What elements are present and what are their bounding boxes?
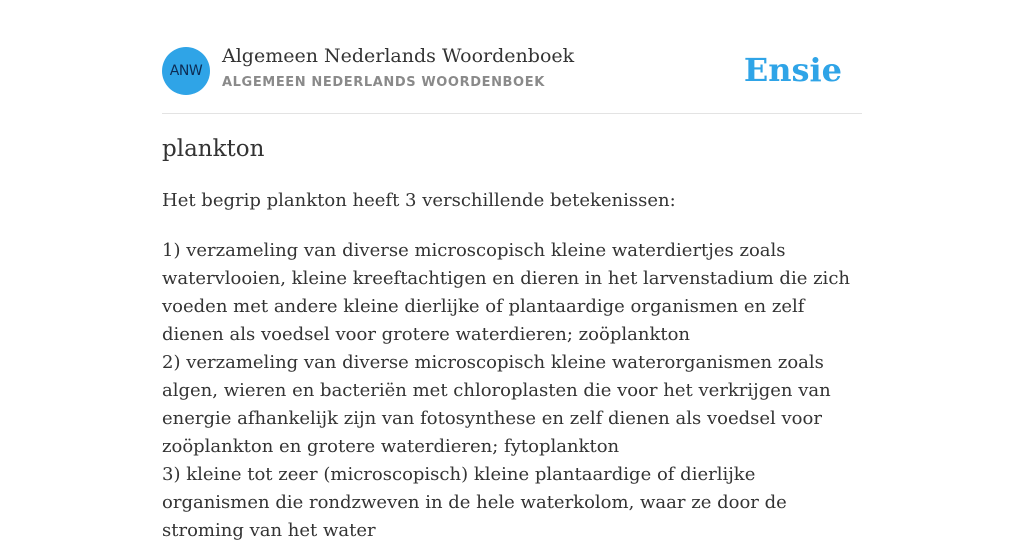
source-header (162, 0, 862, 114)
entry-term: plankton (162, 136, 265, 162)
definition-list (162, 237, 864, 545)
source-title[interactable]: Algemeen Nederlands Woordenboek (222, 45, 575, 67)
entry-intro: Het begrip plankton heeft 3 verschillende betekenissen: (162, 190, 676, 211)
definition-item: 1) verzameling van diverse microscopisch kleine waterdiertjes zoals watervlooien, kleine kreeftachtigen en dieren in het larvenstadium die zich voeden met andere kleine dierlijke of plantaardige organismen en zelf dienen als voedsel voor grotere waterdieren; zoöplankton (162, 240, 850, 345)
ensie-brand-link[interactable]: Ensie (743, 51, 842, 89)
definition-item: 2) verzameling van diverse microscopisch kleine waterorganismen zoals algen, wieren en bacteriën met chloroplasten die voor het verkrijgen van energie afhankelijk zijn van fotosynthese en zelf dienen als voedsel voor zoöplankton en grotere waterdieren; fytoplankton (162, 352, 831, 457)
content-container (162, 0, 862, 541)
source-subtitle: ALGEMEEN NEDERLANDS WOORDENBOEK (222, 75, 545, 90)
anw-logo[interactable]: ANW (162, 47, 210, 95)
definition-item: 3) kleine tot zeer (microscopisch) kleine plantaardige of dierlijke organismen die rondzweven in de hele waterkolom, waar ze door de stroming van het water (162, 464, 787, 541)
